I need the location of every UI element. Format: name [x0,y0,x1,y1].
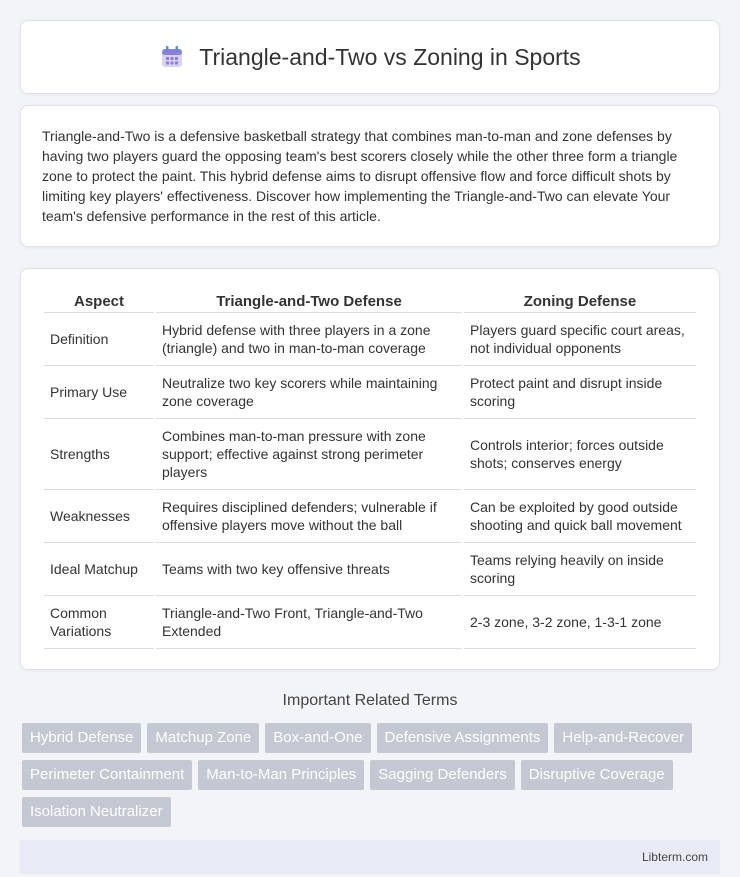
cell-aspect: Primary Use [44,366,154,419]
cell-aspect: Strengths [44,419,154,490]
page-title: Triangle-and-Two vs Zoning in Sports [199,43,581,70]
cell-aspect: Weaknesses [44,490,154,543]
tag-disruptive-coverage[interactable]: Disruptive Coverage [521,760,673,790]
table-row [44,596,696,649]
tag-sagging-defenders[interactable]: Sagging Defenders [370,760,514,790]
cell-triangle-and-two: Combines man-to-man pressure with zone support; effective against strong perimeter players [156,419,462,490]
header-aspect: Aspect [44,289,154,313]
tag-perimeter-containment[interactable]: Perimeter Containment [22,760,192,790]
tag-isolation-neutralizer[interactable]: Isolation Neutralizer [22,797,171,827]
cell-zoning: Can be exploited by good outside shooting and quick ball movement [464,490,696,543]
cell-aspect: Ideal Matchup [44,543,154,596]
intro-card [20,105,720,247]
table-row [44,366,696,419]
cell-triangle-and-two: Requires disciplined defenders; vulnerable if offensive players move without the ball [156,490,462,543]
intro-text: Triangle-and-Two is a defensive basketball strategy that combines man-to-man and zone defenses by having two players guard the opposing team's best scorers closely while the other three form a triangle zone to protect the paint. This hybrid defense aims to disrupt offensive flow and force difficult shots by limiting key players' effectiveness. Discover how implementing the Triangle-and-Two can elevate Your team's defensive performance in the rest of this article. [42,128,678,224]
cell-triangle-and-two: Triangle-and-Two Front, Triangle-and-Two Extended [156,596,462,649]
footer-site-link[interactable]: Libterm.com [641,850,708,864]
cell-zoning: Teams relying heavily on inside scoring [464,543,696,596]
cell-zoning: Protect paint and disrupt inside scoring [464,366,696,419]
cell-triangle-and-two: Teams with two key offensive threats [156,543,462,596]
tag-defensive-assignments[interactable]: Defensive Assignments [377,723,549,753]
tag-man-to-man-principles[interactable]: Man-to-Man Principles [198,760,364,790]
tag-matchup-zone[interactable]: Matchup Zone [147,723,259,753]
header-triangle-and-two: Triangle-and-Two Defense [156,289,462,313]
footer [20,840,720,874]
table-row [44,490,696,543]
cell-aspect: Common Variations [44,596,154,649]
title-card [20,20,720,94]
header-zoning: Zoning Defense [464,289,696,313]
cell-zoning: 2-3 zone, 3-2 zone, 1-3-1 zone [464,596,696,649]
tag-box-and-one[interactable]: Box-and-One [265,723,370,753]
tag-help-and-recover[interactable]: Help-and-Recover [554,723,692,753]
comparison-table [42,289,698,649]
cell-aspect: Definition [44,313,154,366]
table-row [44,313,696,366]
related-terms-title: Important Related Terms [282,692,458,709]
cell-zoning: Players guard specific court areas, not individual opponents [464,313,696,366]
calendar-icon [159,44,185,70]
cell-zoning: Controls interior; forces outside shots; conserves energy [464,419,696,490]
tag-hybrid-defense[interactable]: Hybrid Defense [22,723,141,753]
table-row [44,419,696,490]
table-header-row [44,289,696,313]
cell-triangle-and-two: Hybrid defense with three players in a zone (triangle) and two in man-to-man coverage [156,313,462,366]
comparison-card [20,268,720,670]
related-terms-list [20,723,720,827]
cell-triangle-and-two: Neutralize two key scorers while maintaining zone coverage [156,366,462,419]
table-row [44,543,696,596]
